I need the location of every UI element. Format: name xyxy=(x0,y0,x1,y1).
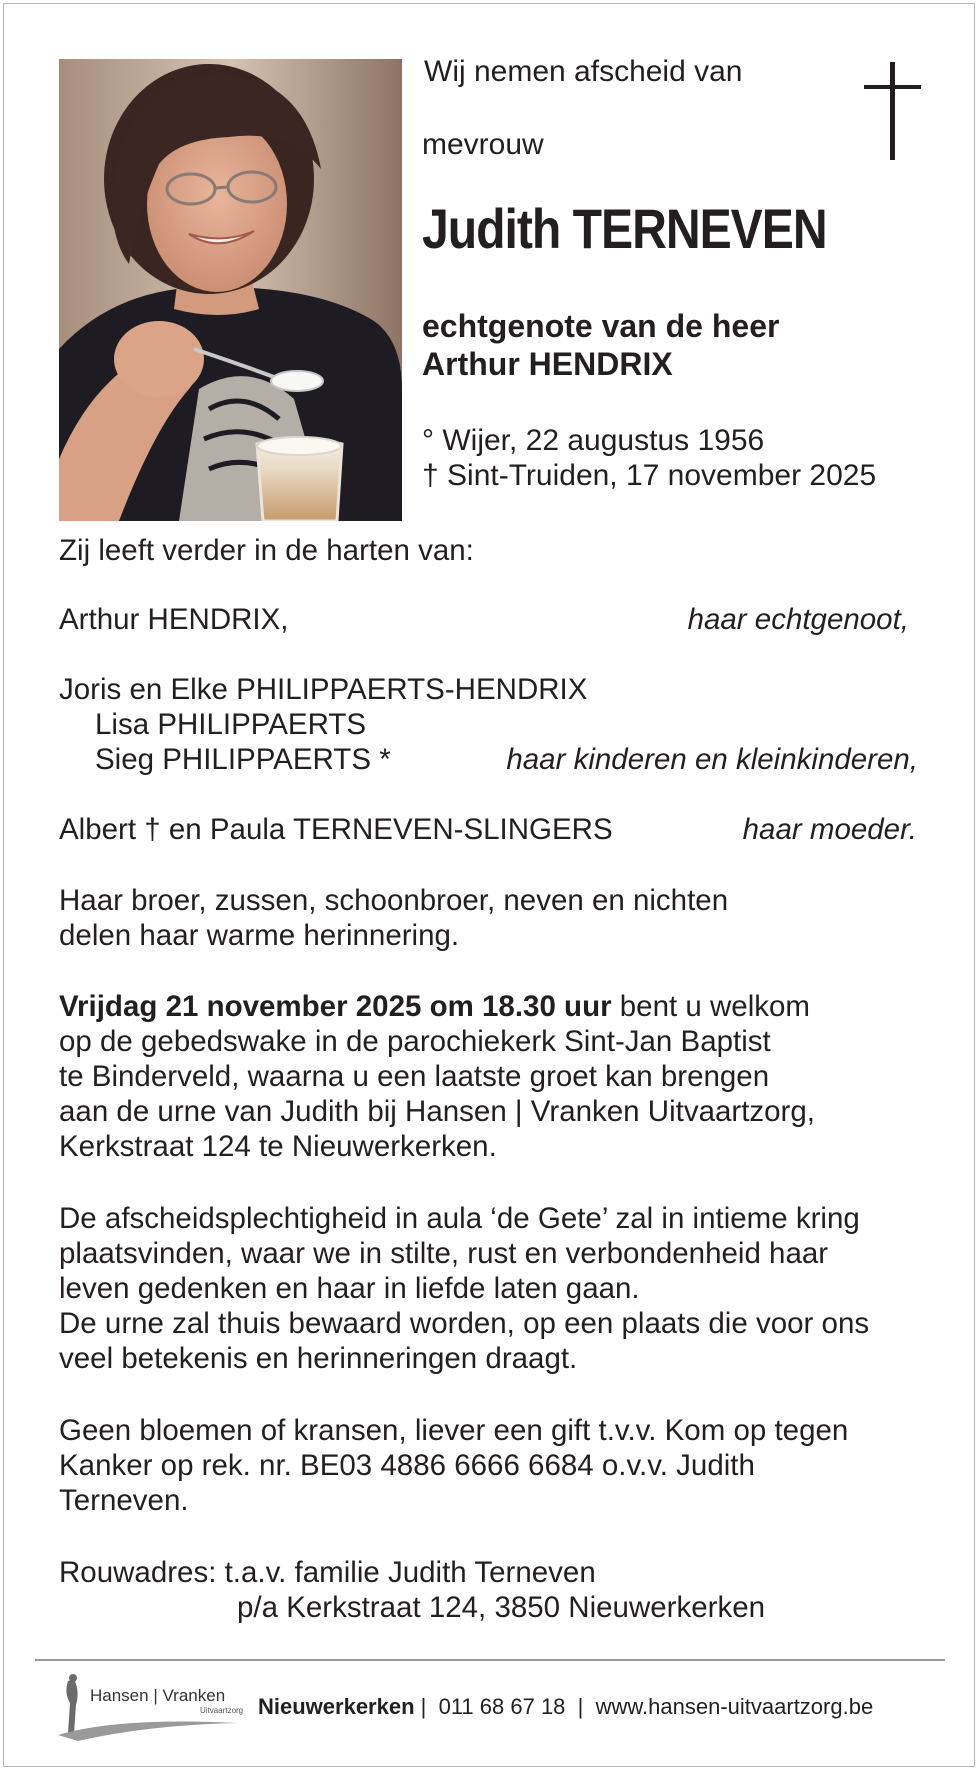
spouse-line-2: Arthur HENDRIX xyxy=(422,346,673,382)
wake-line-4: aan de urne van Judith bij Hansen | Vranken Uitvaartzorg, xyxy=(59,1095,815,1128)
spouse-name: Arthur HENDRIX, xyxy=(59,603,289,636)
footer-separator-2: | xyxy=(565,1694,596,1719)
wake-line-3: te Binderveld, waarna u een laatste groet kan brengen xyxy=(59,1060,770,1093)
spouse-line-1: echtgenote van de heer xyxy=(422,308,780,344)
cross-icon xyxy=(864,62,924,160)
deceased-name: Judith TERNEVEN xyxy=(422,197,827,260)
parents-name: Albert † en Paula TERNEVEN-SLINGERS xyxy=(59,813,613,846)
footer-contact xyxy=(258,1693,873,1721)
wake-line-2: op de gebedswake in de parochiekerk Sint-Jan Baptist xyxy=(59,1025,771,1058)
wake-line-1 xyxy=(59,989,810,1024)
survivors-intro: Zij leeft verder in de harten van: xyxy=(59,534,474,567)
grandchild-line-2: Sieg PHILIPPAERTS * xyxy=(95,743,391,776)
wake-line-1-rest: bent u welkom xyxy=(611,990,810,1023)
footer-divider xyxy=(35,1659,945,1661)
ceremony-line-5: veel betekenis en herinneringen draagt. xyxy=(59,1342,578,1375)
footer-separator-1: | xyxy=(414,1694,439,1719)
parents-role: haar moeder. xyxy=(742,813,917,846)
donation-line-2: Kanker op rek. nr. BE03 4886 6666 6684 o.v.v. Judith xyxy=(59,1449,755,1482)
logo-subtitle: Uitvaartzorg xyxy=(200,1706,244,1715)
intro-text: Wij nemen afscheid van xyxy=(424,55,743,88)
ceremony-line-4: De urne zal thuis bewaard worden, op een plaats die voor ons xyxy=(59,1307,870,1340)
address-line-2: p/a Kerkstraat 124, 3850 Nieuwerkerken xyxy=(237,1591,766,1624)
donation-line-3: Terneven. xyxy=(59,1484,189,1517)
salutation: mevrouw xyxy=(422,128,544,161)
ceremony-line-1: De afscheidsplechtigheid in aula ‘de Gete’ zal in intieme kring xyxy=(59,1202,860,1235)
grandchild-line-1: Lisa PHILIPPAERTS xyxy=(95,708,367,741)
ceremony-line-2: plaatsvinden, waar we in stilte, rust en verbondenheid haar xyxy=(59,1237,829,1270)
portrait-photo xyxy=(59,59,402,521)
donation-line-1: Geen bloemen of kransen, liever een gift t.v.v. Kom op tegen xyxy=(59,1414,849,1447)
wake-date: Vrijdag 21 november 2025 om 18.30 uur xyxy=(59,990,612,1023)
children-role: haar kinderen en kleinkinderen, xyxy=(506,743,918,776)
wake-line-5: Kerkstraat 124 te Nieuwerkerken. xyxy=(59,1130,497,1163)
birth-date: ° Wijer, 22 augustus 1956 xyxy=(422,424,765,457)
spouse-role: haar echtgenoot, xyxy=(687,603,909,636)
footer-phone: 011 68 67 18 xyxy=(438,1694,566,1719)
child-line-1: Joris en Elke PHILIPPAERTS-HENDRIX xyxy=(59,673,588,706)
footer-website[interactable]: www.hansen-uitvaartzorg.be xyxy=(595,1694,874,1719)
logo-wordmark: Hansen | Vranken xyxy=(90,1686,226,1705)
footer-town: Nieuwerkerken xyxy=(258,1694,415,1719)
address-line-1: Rouwadres: t.a.v. familie Judith Terneven xyxy=(59,1556,596,1589)
family-line-1: Haar broer, zussen, schoonbroer, neven en nichten xyxy=(59,884,729,917)
ceremony-line-3: leven gedenken en haar in liefde laten gaan. xyxy=(59,1272,640,1305)
death-date: † Sint-Truiden, 17 november 2025 xyxy=(422,459,877,492)
family-line-2: delen haar warme herinnering. xyxy=(59,919,460,952)
